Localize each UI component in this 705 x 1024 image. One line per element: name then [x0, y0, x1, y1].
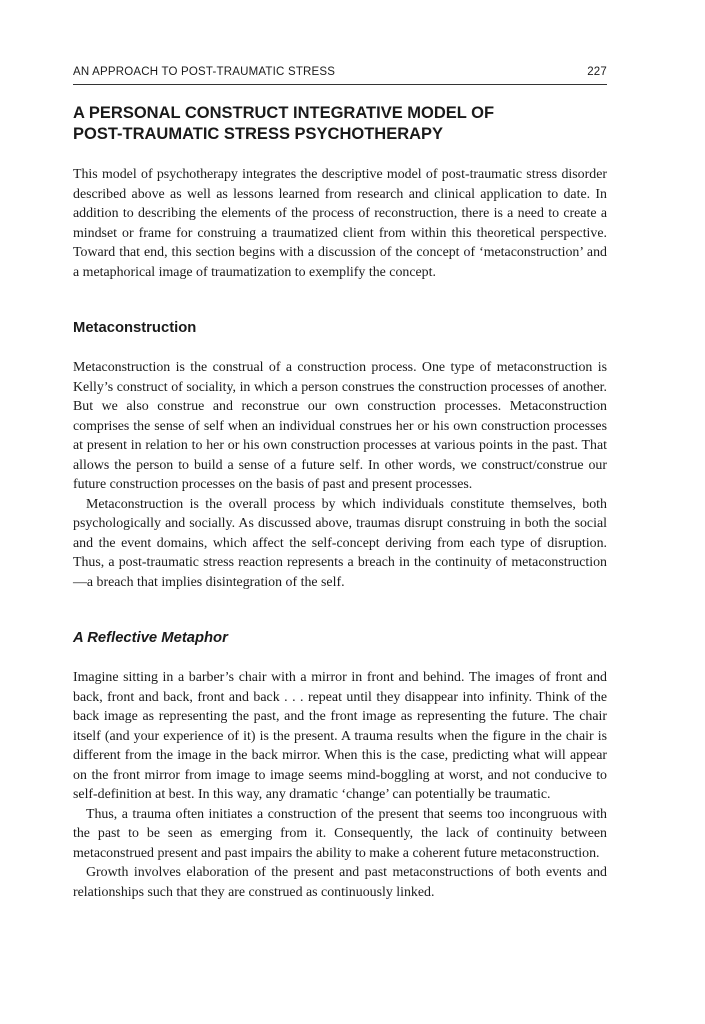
book-page	[73, 66, 607, 902]
chapter-title	[73, 103, 607, 145]
metaphor-paragraph-3: Growth involves elaboration of the present and past metaconstructions of both events and relationships such that they are construed as continuously linked.	[73, 865, 607, 900]
metaphor-paragraph-1: Imagine sitting in a barber’s chair with a mirror in front and behind. The images of front and back, front and back, front and back . . . repeat until they disappear into infinity. Think of the back image as representing the past, and the front image as representing the future. The chair itself (and your experience of it) is the present. A trauma results when the figure in the chair is different from the image in the back mirror. When this is the case, predicting what will appear on the front mirror from image to image seems mind-boggling at worst, and not conducive to self-definition at best. In this way, any dramatic ‘change’ can potentially be traumatic.	[73, 670, 607, 802]
page-number: 227	[587, 66, 607, 78]
running-head-title: AN APPROACH TO POST-TRAUMATIC STRESS	[73, 66, 336, 78]
chapter-title-line-1: A PERSONAL CONSTRUCT INTEGRATIVE MODEL OF	[73, 104, 495, 122]
metaphor-paragraph-2: Thus, a trauma often initiates a construction of the present that seems too incongruous with the past to be seen as emerging from it. Consequently, the lack of continuity between metaconstrued present and past impairs the ability to make a coherent future metaconstruction.	[73, 806, 607, 861]
metaconstruction-paragraph-2: Metaconstruction is the overall process by which individuals constitute themselves, both psychologically and socially. As discussed above, traumas disrupt construing in both the social and the event domains, which affect the self-concept deriving from each type of disruption. Thus, a post-traumatic stress reaction represents a breach in the continuity of metaconstruction—a breach that implies disintegration of the self.	[73, 496, 607, 590]
running-head	[73, 66, 607, 85]
intro-paragraph: This model of psychotherapy integrates the descriptive model of post-traumatic stress disorder described above as well as lessons learned from research and clinical application to date. In addition to describing the elements of the process of reconstruction, there is a need to create a mindset or frame for construing a traumatized client from within this theoretical perspective. Toward that end, this section begins with a discussion of the concept of ‘metaconstruction’ and a metaphorical image of traumatization to exemplify the concept.	[73, 167, 607, 280]
section-heading-reflective-metaphor: A Reflective Metaphor	[73, 630, 228, 646]
metaconstruction-paragraph-1: Metaconstruction is the construal of a construction process. One type of metaconstruction is Kelly’s construct of sociality, in which a person construes the construction processes of another. But we also construe and reconstrue our own construction processes. Metaconstruction comprises the sense of self when an individual construes her or his own construction processes at present in relation to her or his own construction processes at various points in the past. That allows the person to build a sense of a future self. In other words, we construct/construe our future construction processes on the basis of past and present processes.	[73, 360, 607, 492]
section-heading-metaconstruction: Metaconstruction	[73, 320, 197, 336]
chapter-title-line-2: POST-TRAUMATIC STRESS PSYCHOTHERAPY	[73, 125, 444, 143]
